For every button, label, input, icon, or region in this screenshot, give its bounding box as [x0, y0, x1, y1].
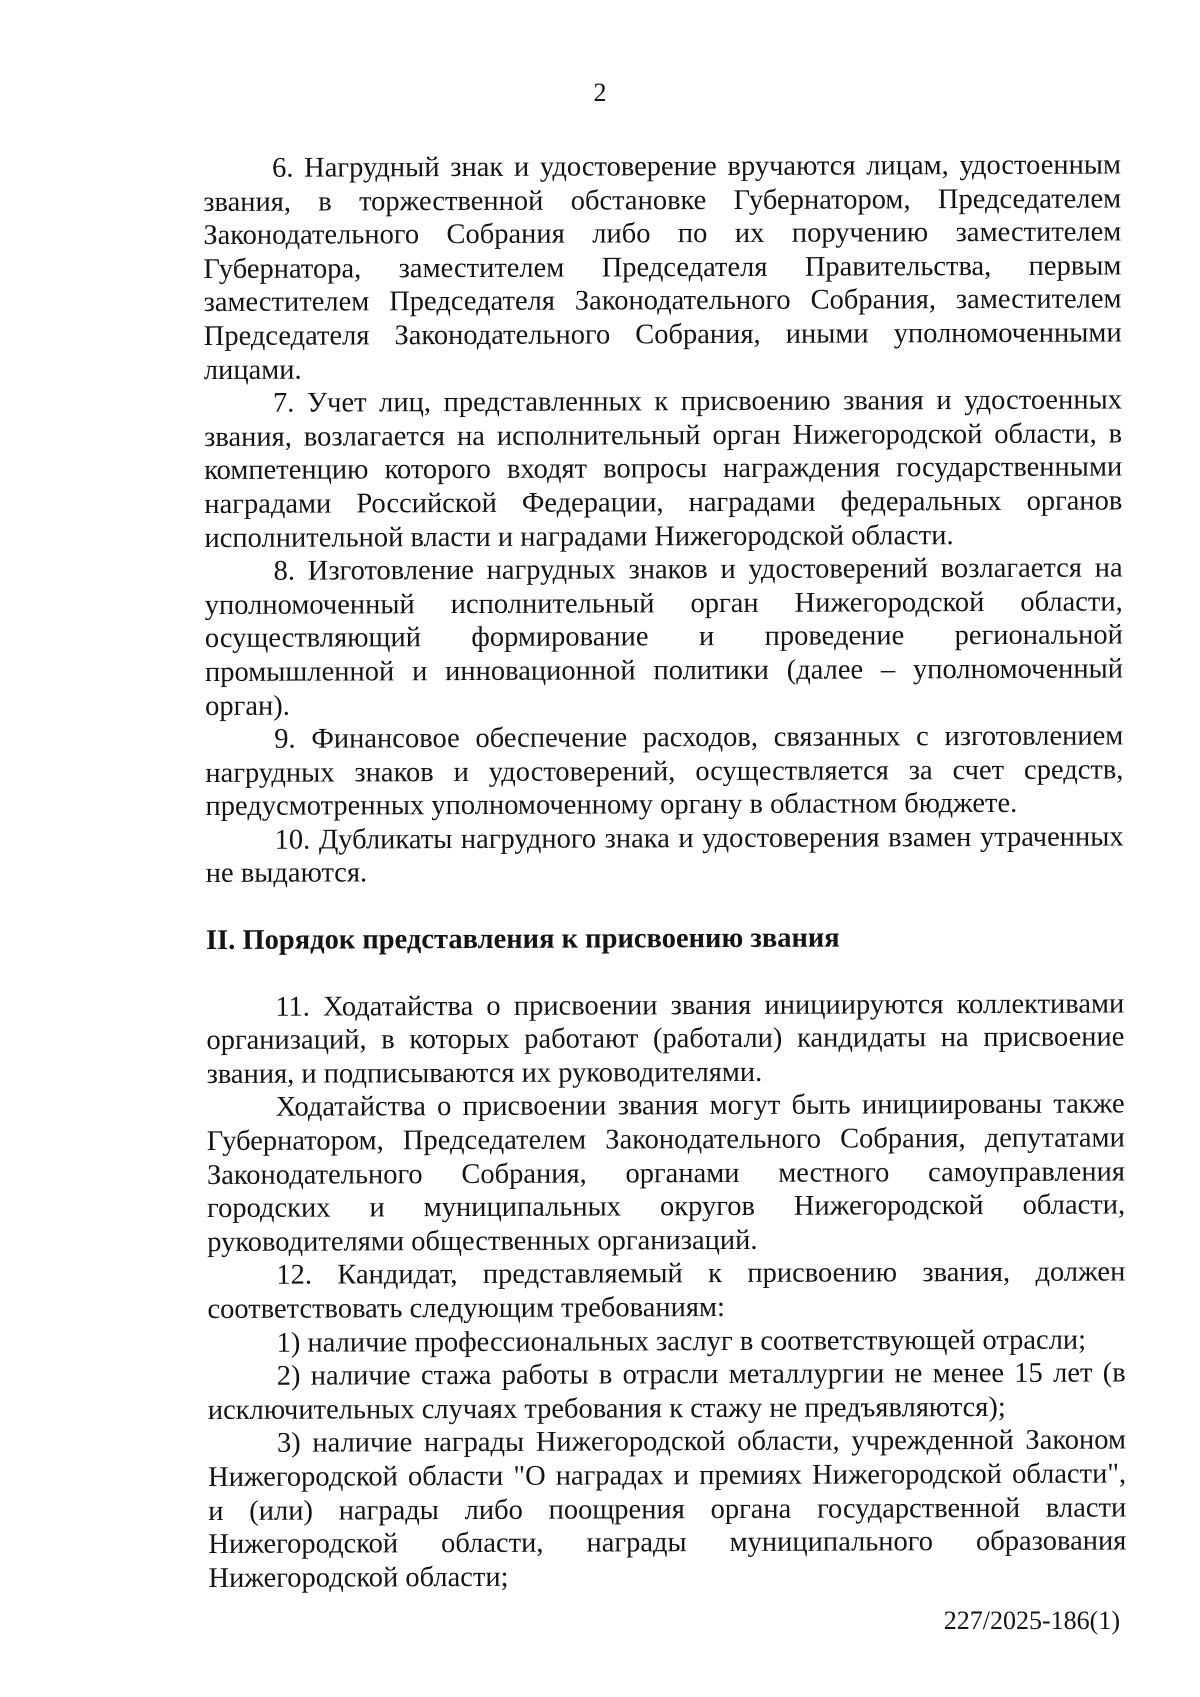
paragraph-8: 8. Изготовление нагрудных знаков и удостоверений возлагается на уполномоченный исполнительный орган Нижегородской области, осуществляющий формирование и проведение региональной промышленной и инновационной политики (далее – уполномоченный орган).	[204, 552, 1124, 722]
requirement-1: 1) наличие профессиональных заслуг в соответствующей отрасли;	[276, 1324, 1087, 1359]
page-number: 2	[593, 78, 607, 107]
document-body	[203, 148, 1127, 1595]
paragraph-12: 12. Кандидат, представляемый к присвоению звания, должен соответствовать следующим требованиям:	[207, 1256, 1126, 1325]
requirement-3: 3) наличие награды Нижегородской области, учрежденной Законом Нижегородской области "О наградах и премиях Нижегородской области", и (или) награды либо поощрения органа государственной власти Нижегородской области, награды муниципального образования Нижегородской области;	[208, 1424, 1127, 1594]
requirement-2: 2) наличие стажа работы в отрасли металлургии не менее 15 лет (в исключительных случаях требования к стажу не предъявляются);	[207, 1357, 1126, 1426]
paragraph-9: 9. Финансовое обеспечение расходов, связанных с изготовлением нагрудных знаков и удостоверений, осуществляется за счет средств, предусмотренных уполномоченному органу в областном бюджете.	[205, 720, 1124, 823]
paragraph-7: 7. Учет лиц, представленных к присвоению звания и удостоенных звания, возлагается на исполнительный орган Нижегородской области, в компетенцию которого входят вопросы награждения государственными наградами Российской Федерации, наградами федеральных органов исполнительной власти и наградами Нижегородской области.	[204, 384, 1123, 554]
section-heading: II. Порядок представления к присвоению звания	[205, 922, 840, 957]
document-number: 227/2025-186(1)	[943, 1606, 1120, 1635]
paragraph-6: 6. Нагрудный знак и удостоверение вручаются лицам, удостоенным звания, в торжественной обстановке Губернатором, Председателем Законодательного Собрания либо по их поручению заместителем Губернатора, заместителем Председателя Правительства, первым заместителем Председателя Законодательного Собрания, заместителем Председателя Законодательного Собрания, иными уполномоченными лицами.	[203, 149, 1122, 386]
paragraph-10: 10. Дубликаты нагрудного знака и удостоверения взамен утраченных не выдаются.	[205, 821, 1124, 890]
paragraph-11: 11. Ходатайства о присвоении звания инициируются коллективами организаций, в которых работают (работали) кандидаты на присвоение звания, и подписываются их руководителями.	[206, 988, 1125, 1090]
paragraph-11-continued: Ходатайства о присвоении звания могут быть инициированы также Губернатором, Председателем Законодательного Собрания, депутатами Законодательного Собрания, органами местного самоуправления городских и муниципальных округов Нижегородской области, руководителями общественных организаций.	[206, 1088, 1126, 1258]
